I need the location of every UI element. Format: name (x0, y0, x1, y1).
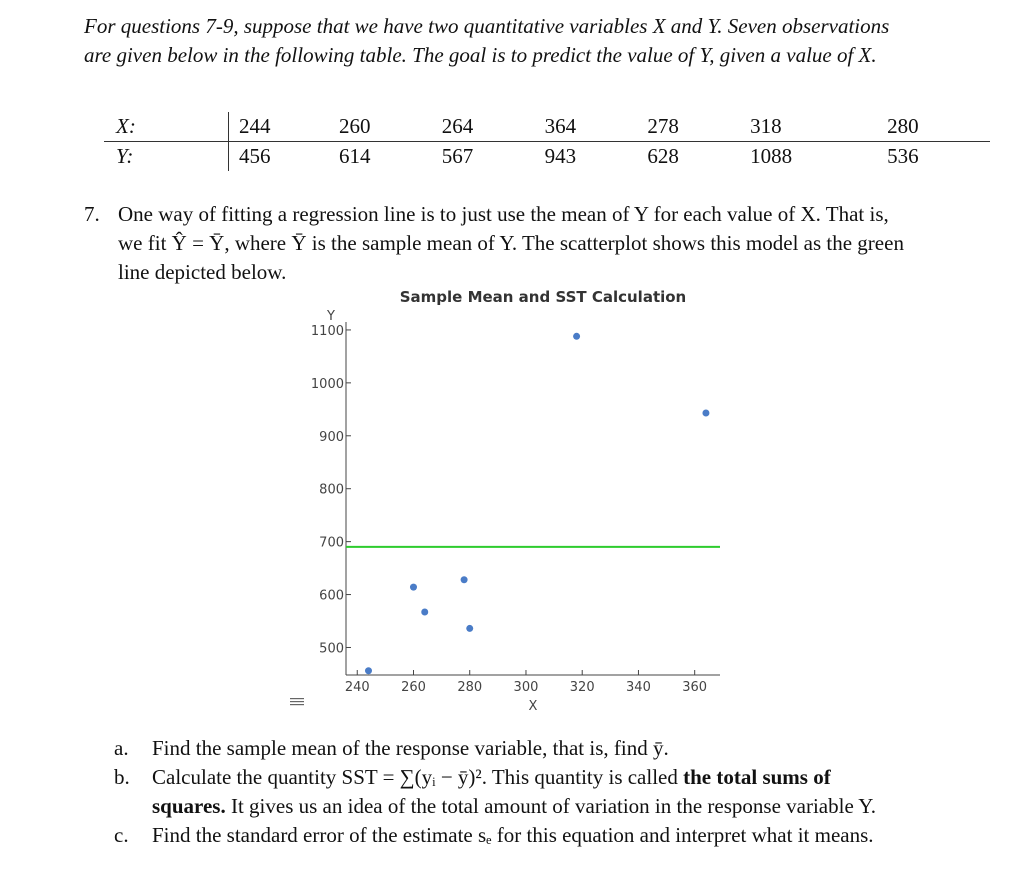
part-a-text: Find the sample mean of the response variable, that is, find ȳ. (152, 736, 669, 760)
x-value: 318 (750, 112, 887, 142)
y-ticks (311, 324, 351, 657)
question-7-line-1: One way of fitting a regression line is to just use the mean of Y for each value of X. That is, (118, 202, 889, 226)
data-point[interactable] (365, 667, 372, 674)
part-label: a. (114, 736, 129, 760)
part-b (114, 763, 994, 821)
hamburger-menu-icon[interactable] (290, 698, 304, 705)
part-b-text-2: It gives us an idea of the total amount of variation in the response variable Y. (225, 794, 876, 818)
x-tick-label: 260 (401, 680, 426, 695)
y-value: 628 (647, 144, 679, 168)
part-c-text: Find the standard error of the estimate sₑ for this equation and interpret what it means. (152, 823, 874, 847)
question-7-line-3: line depicted below. (118, 260, 287, 284)
y-tick-label: 800 (319, 482, 344, 498)
x-tick-label: 320 (569, 680, 595, 695)
part-b-text: Calculate the quantity SST = ∑(yᵢ − ȳ)². This quantity is called (152, 765, 684, 789)
y-value: 456 (229, 142, 340, 172)
intro-paragraph (84, 12, 1004, 70)
part-b-line-1 (152, 763, 994, 792)
y-value: 567 (441, 144, 474, 168)
x-value: 260 (339, 112, 442, 142)
table-row-x (104, 112, 990, 142)
x-tick-label: 280 (457, 680, 483, 695)
data-points (365, 333, 709, 674)
x-value: 280 (887, 112, 990, 142)
data-point[interactable] (466, 625, 473, 632)
x-tick-label: 240 (344, 680, 370, 695)
y-value: 943 (544, 144, 577, 168)
x-value: 364 (545, 112, 648, 142)
part-label: b. (114, 765, 130, 789)
y-axis-label: Y (327, 309, 335, 324)
y-value: 536 (887, 144, 919, 168)
x-axis-label: X (528, 699, 538, 714)
part-c (114, 821, 994, 850)
data-point[interactable] (421, 609, 428, 616)
x-tick-label: 340 (626, 680, 651, 695)
question-parts (114, 734, 994, 850)
part-b-bold-term: the total sums of (683, 765, 831, 789)
question-7-line-2: we fit Ŷ = Ȳ, where Ȳ is the sample mean of Y. The scatterplot shows this model as the green (118, 231, 904, 255)
intro-line-2: are given below in the following table. The goal is to predict the value of Y, given a value of X. (84, 43, 877, 67)
y-tick-label: 1000 (310, 376, 344, 392)
part-b-line-2 (152, 792, 994, 821)
question-number: 7. (84, 202, 100, 226)
part-b-bold-term-end: squares. (152, 794, 226, 818)
x-value: 278 (647, 112, 750, 142)
y-tick-label: 600 (319, 588, 344, 604)
x-tick-label: 360 (682, 680, 708, 695)
chart-title: Sample Mean and SST Calculation (399, 288, 687, 306)
y-tick-label: 500 (319, 641, 344, 657)
x-value: 244 (229, 112, 340, 142)
question-7-text (118, 200, 988, 287)
intro-line-1: For questions 7-9, suppose that we have two quantitative variables X and Y. Seven observations (84, 14, 890, 38)
y-row-label: Y: (116, 144, 134, 168)
x-value: 264 (442, 112, 545, 142)
y-tick-label: 700 (319, 535, 344, 551)
y-tick-label: 900 (319, 429, 344, 445)
x-ticks (345, 670, 707, 695)
x-row-label: X: (104, 112, 229, 142)
data-point[interactable] (410, 584, 417, 591)
data-point[interactable] (461, 576, 468, 583)
scatter-chart (290, 282, 740, 722)
x-tick-label: 300 (513, 680, 539, 695)
part-a (114, 734, 994, 763)
observations-table (104, 112, 990, 171)
y-tick-label: 1100 (310, 323, 344, 339)
y-value: 1088 (750, 144, 793, 168)
table-row-y (104, 142, 990, 172)
part-label: c. (114, 823, 129, 847)
data-point[interactable] (702, 410, 709, 417)
y-value: 614 (339, 144, 371, 168)
data-point[interactable] (573, 333, 580, 340)
